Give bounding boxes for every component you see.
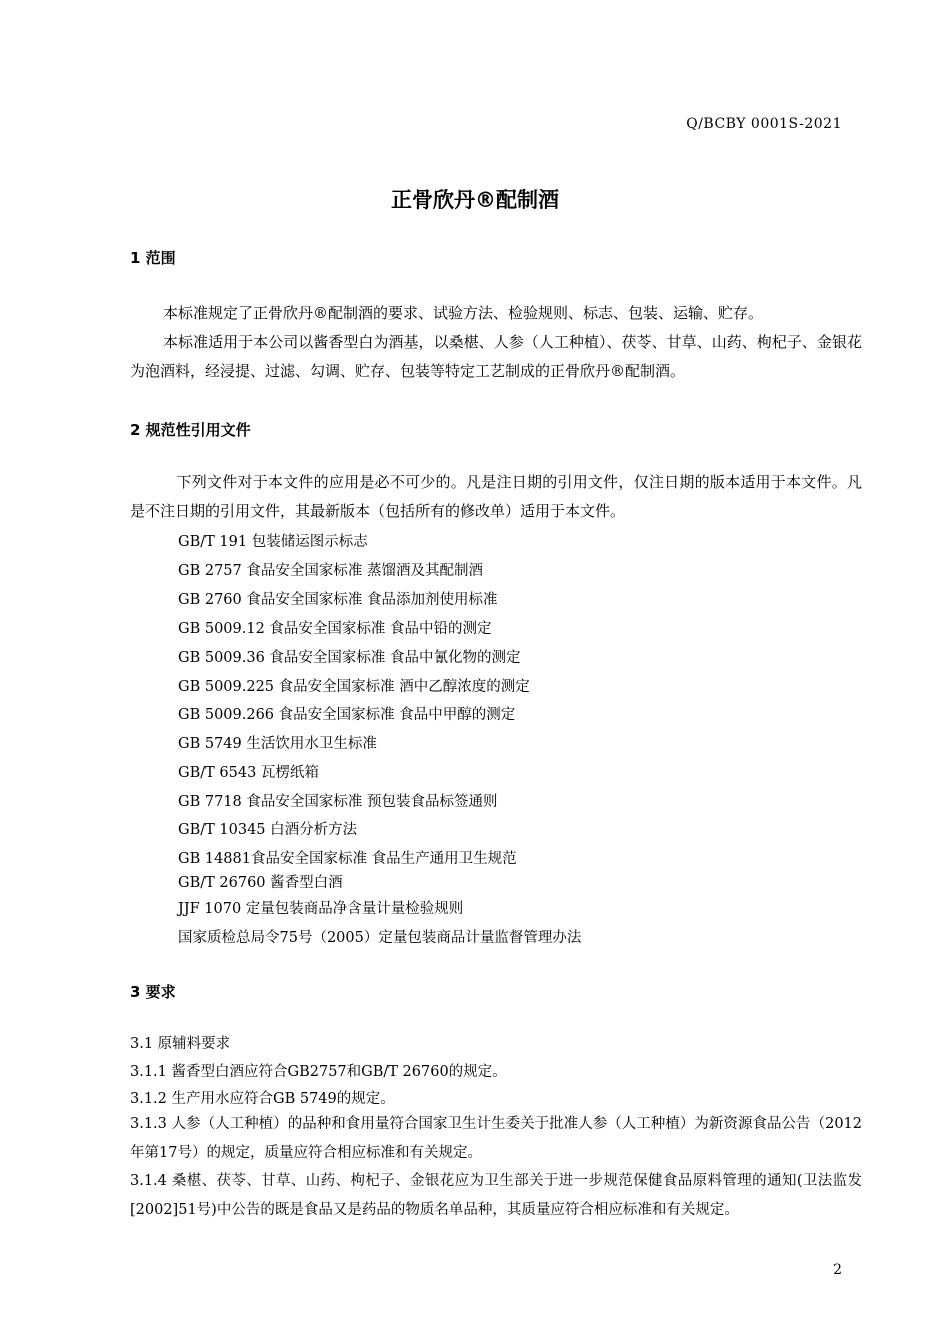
reference-item: GB 14881食品安全国家标准 食品生产通用卫生规范 [178, 851, 517, 867]
section-heading-requirements: 3 要求 [130, 983, 176, 1001]
reference-item: GB 7718 食品安全国家标准 预包装食品标签通则 [178, 794, 498, 810]
reference-item: GB/T 6543 瓦楞纸箱 [178, 765, 319, 781]
reference-item: GB 5009.12 食品安全国家标准 食品中铅的测定 [178, 621, 492, 637]
scope-paragraph-1: 本标准规定了正骨欣丹®配制酒的要求、试验方法、检验规则、标志、包装、运输、贮存。 [163, 304, 764, 322]
reference-item: GB 5009.36 食品安全国家标准 食品中氰化物的测定 [178, 650, 521, 666]
subsection-heading-materials: 3.1 原辅料要求 [130, 1036, 231, 1052]
reference-item: GB 2760 食品安全国家标准 食品添加剂使用标准 [178, 592, 498, 608]
reference-item: JJF 1070 定量包装商品净含量计量检验规则 [178, 901, 464, 917]
scope-paragraph-2: 本标准适用于本公司以酱香型白为酒基，以桑椹、人参（人工种植）、茯苓、甘草、山药、枸杞子、金银花为泡酒料，经浸提、过滤、勾调、贮存、包装等特定工艺制成的正骨欣丹®配制酒。 [130, 333, 862, 380]
page-number: 2 [833, 1262, 842, 1278]
reference-item: 国家质检总局令75号（2005）定量包装商品计量监督管理办法 [178, 930, 582, 946]
section-heading-scope: 1 范围 [130, 249, 176, 267]
requirement-item: 3.1.1 酱香型白酒应符合GB2757和GB/T 26760的规定。 [130, 1064, 507, 1080]
reference-item: GB/T 26760 酱香型白酒 [178, 875, 343, 891]
reference-item: GB 2757 食品安全国家标准 蒸馏酒及其配制酒 [178, 563, 483, 579]
reference-item: GB/T 10345 白酒分析方法 [178, 822, 358, 838]
reference-item: GB 5749 生活饮用水卫生标准 [178, 736, 377, 752]
section-heading-references: 2 规范性引用文件 [130, 421, 251, 439]
reference-item: GB/T 191 包装储运图示标志 [178, 534, 368, 550]
reference-item: GB 5009.225 食品安全国家标准 酒中乙醇浓度的测定 [178, 679, 530, 695]
reference-item: GB 5009.266 食品安全国家标准 食品中甲醇的测定 [178, 707, 516, 723]
requirement-item: 3.1.2 生产用水应符合GB 5749的规定。 [130, 1091, 395, 1107]
references-intro: 下列文件对于本文件的应用是必不可少的。凡是注日期的引用文件，仅注日期的版本适用于本文件。凡是不注日期的引用文件，其最新版本（包括所有的修改单）适用于本文件。 [130, 473, 862, 520]
requirement-item: 3.1.3 人参（人工种植）的品种和食用量符合国家卫生计生委关于批准人参（人工种植）为新资源食品公告（2012年第17号）的规定，质量应符合相应标准和有关规定。 [130, 1116, 862, 1161]
document-code: Q/BCBY 0001S-2021 [686, 116, 842, 132]
requirement-item: 3.1.4 桑椹、茯苓、甘草、山药、枸杞子、金银花应为卫生部关于进一步规范保健食品原料管理的通知(卫法监发[2002]51号)中公告的既是食品又是药品的物质名单品种，其质量应符合相应标准和有关规定。 [130, 1173, 862, 1218]
page-title: 正骨欣丹®配制酒 [391, 188, 559, 212]
